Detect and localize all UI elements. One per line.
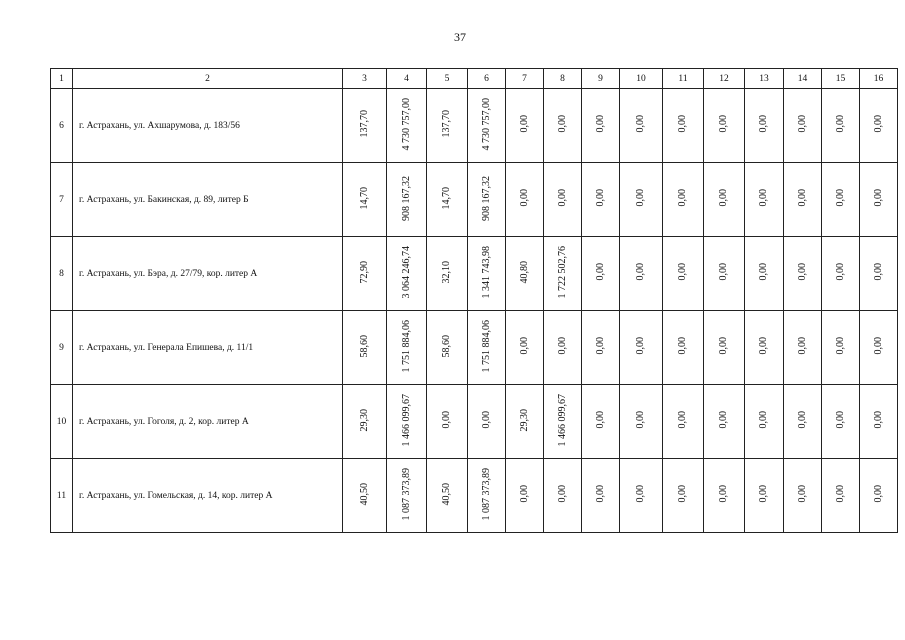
value-cell [343,163,387,237]
value-text: 4 730 757,00 [400,97,412,151]
value-text: 0,00 [718,337,729,355]
value-text: 14,70 [358,186,370,210]
value-text: 0,00 [796,189,808,207]
value-text: 0,00 [635,485,646,503]
value-text: 0,00 [872,263,884,281]
header-cell: 8 [544,69,582,89]
value-text: 0,00 [677,189,688,207]
value-cell [620,89,663,163]
value-text: 0,00 [872,115,884,133]
value-text: 908 167,32 [400,175,412,221]
value-cell [745,163,784,237]
value-text: 0,00 [635,263,646,281]
value-text: 0,00 [872,189,884,207]
value-cell [620,311,663,385]
value-text: 0,00 [677,263,688,281]
value-cell [468,311,506,385]
value-text: 1 341 743,98 [480,245,492,299]
value-text: 0,00 [718,411,729,429]
header-cell: 2 [73,69,343,89]
value-cell [468,89,506,163]
header-cell: 15 [822,69,860,89]
value-cell [860,237,898,311]
value-cell [663,459,704,533]
value-text: 40,80 [518,260,530,284]
value-text: 0,00 [758,337,769,355]
header-row [51,69,898,89]
value-text: 908 167,32 [480,175,492,221]
value-text: 0,00 [872,337,884,355]
header-cell: 13 [745,69,784,89]
value-text: 4 730 757,00 [480,97,492,151]
row-number: 8 [51,237,73,311]
value-cell [582,385,620,459]
value-cell [663,385,704,459]
value-text: 58,60 [358,334,370,358]
value-cell [860,459,898,533]
value-cell [387,385,427,459]
value-cell [784,385,822,459]
value-cell [704,163,745,237]
value-text: 1 751 884,06 [480,319,492,373]
row-number: 11 [51,459,73,533]
value-text: 0,00 [872,485,884,503]
value-cell [544,237,582,311]
value-cell [343,385,387,459]
value-text: 0,00 [796,263,808,281]
value-text: 72,90 [358,260,370,284]
value-text: 0,00 [518,337,530,355]
address-cell: г. Астрахань, ул. Генерала Епишева, д. 11/1 [73,311,343,385]
value-cell [745,385,784,459]
value-text: 1 087 373,89 [480,467,492,521]
value-text: 29,30 [518,408,530,432]
header-cell: 7 [506,69,544,89]
value-cell [663,237,704,311]
header-cell: 11 [663,69,704,89]
value-cell [427,163,468,237]
value-text: 0,00 [718,485,729,503]
header-cell: 1 [51,69,73,89]
value-cell [544,311,582,385]
value-cell [506,237,544,311]
value-text: 0,00 [677,411,688,429]
address-cell: г. Астрахань, ул. Гомельская, д. 14, кор. литер А [73,459,343,533]
value-text: 0,00 [758,263,769,281]
value-cell [506,163,544,237]
value-text: 0,00 [635,189,646,207]
table-row [51,89,898,163]
value-text: 0,00 [758,411,769,429]
value-cell [343,89,387,163]
value-text: 137,70 [358,110,370,138]
value-cell [468,237,506,311]
value-cell [745,237,784,311]
value-text: 0,00 [677,115,688,133]
property-table [50,68,898,533]
value-cell [860,385,898,459]
value-cell [506,89,544,163]
value-text: 0,00 [556,115,568,133]
value-text: 0,00 [594,189,606,207]
header-cell: 14 [784,69,822,89]
value-cell [860,89,898,163]
value-cell [784,89,822,163]
value-text: 0,00 [677,485,688,503]
table-row [51,163,898,237]
value-text: 0,00 [872,411,884,429]
value-cell [468,385,506,459]
value-cell [387,311,427,385]
address-cell: г. Астрахань, ул. Ахшарумова, д. 183/56 [73,89,343,163]
value-cell [822,459,860,533]
value-text: 0,00 [834,263,846,281]
value-text: 0,00 [518,115,530,133]
value-cell [468,163,506,237]
header-cell: 9 [582,69,620,89]
value-cell [784,237,822,311]
value-text: 0,00 [594,263,606,281]
value-cell [427,89,468,163]
value-cell [704,459,745,533]
value-text: 0,00 [594,337,606,355]
value-cell [822,237,860,311]
header-cell: 10 [620,69,663,89]
value-cell [506,459,544,533]
value-text: 29,30 [358,408,370,432]
value-text: 0,00 [796,115,808,133]
value-cell [704,89,745,163]
header-cell: 4 [387,69,427,89]
value-text: 0,00 [834,337,846,355]
value-cell [860,311,898,385]
address-cell: г. Астрахань, ул. Бэра, д. 27/79, кор. литер А [73,237,343,311]
header-cell: 3 [343,69,387,89]
value-text: 1 466 099,67 [556,393,568,447]
value-cell [582,311,620,385]
value-text: 0,00 [635,337,646,355]
value-text: 40,50 [441,482,452,506]
page-number: 37 [454,30,466,44]
value-text: 58,60 [441,334,452,358]
value-text: 0,00 [635,411,646,429]
value-text: 0,00 [718,115,729,133]
value-cell [784,163,822,237]
value-text: 0,00 [441,411,452,429]
value-text: 0,00 [480,411,492,429]
row-number: 6 [51,89,73,163]
header-cell: 12 [704,69,745,89]
value-cell [544,89,582,163]
value-cell [544,163,582,237]
table-row [51,385,898,459]
value-text: 0,00 [594,115,606,133]
value-text: 0,00 [718,263,729,281]
value-text: 0,00 [518,189,530,207]
value-cell [860,163,898,237]
address-cell: г. Астрахань, ул. Гоголя, д. 2, кор. литер А [73,385,343,459]
value-cell [582,237,620,311]
value-cell [663,89,704,163]
value-cell [620,237,663,311]
value-cell [343,237,387,311]
value-text: 0,00 [758,115,769,133]
value-text: 0,00 [758,189,769,207]
value-cell [620,163,663,237]
value-cell [745,311,784,385]
value-text: 0,00 [635,115,646,133]
row-number: 7 [51,163,73,237]
value-text: 0,00 [834,411,846,429]
value-text: 0,00 [834,189,846,207]
value-cell [663,163,704,237]
table-row [51,311,898,385]
value-text: 1 722 502,76 [556,245,568,299]
value-cell [427,459,468,533]
table-row [51,459,898,533]
value-text: 1 751 884,06 [400,319,412,373]
value-text: 137,70 [441,110,452,138]
value-text: 0,00 [796,485,808,503]
value-cell [582,459,620,533]
value-text: 32,10 [441,260,452,284]
header-cell: 16 [860,69,898,89]
value-text: 0,00 [796,337,808,355]
value-cell [387,163,427,237]
value-cell [822,163,860,237]
value-text: 1 466 099,67 [400,393,412,447]
value-cell [745,459,784,533]
value-cell [387,459,427,533]
value-cell [663,311,704,385]
value-text: 0,00 [594,485,606,503]
value-text: 0,00 [556,337,568,355]
value-cell [822,385,860,459]
value-cell [822,89,860,163]
value-text: 0,00 [834,485,846,503]
value-cell [544,459,582,533]
value-text: 0,00 [718,189,729,207]
row-number: 9 [51,311,73,385]
value-text: 14,70 [441,186,452,210]
value-cell [387,237,427,311]
value-text: 40,50 [358,482,370,506]
value-text: 0,00 [677,337,688,355]
value-text: 0,00 [556,189,568,207]
value-cell [427,385,468,459]
value-cell [544,385,582,459]
value-cell [343,311,387,385]
value-text: 0,00 [594,411,606,429]
value-text: 0,00 [834,115,846,133]
value-text: 0,00 [518,485,530,503]
value-cell [506,385,544,459]
value-cell [427,311,468,385]
header-cell: 6 [468,69,506,89]
value-cell [343,459,387,533]
header-cell: 5 [427,69,468,89]
value-cell [704,237,745,311]
row-number: 10 [51,385,73,459]
value-text: 0,00 [758,485,769,503]
value-cell [704,311,745,385]
value-cell [620,459,663,533]
table-row [51,237,898,311]
address-cell: г. Астрахань, ул. Бакинская, д. 89, литер Б [73,163,343,237]
value-text: 0,00 [796,411,808,429]
value-text: 0,00 [556,485,568,503]
value-text: 3 064 246,74 [400,245,412,299]
value-cell [784,459,822,533]
value-cell [784,311,822,385]
value-cell [822,311,860,385]
value-cell [582,89,620,163]
value-cell [582,163,620,237]
value-cell [620,385,663,459]
value-cell [427,237,468,311]
value-cell [704,385,745,459]
value-cell [387,89,427,163]
value-cell [506,311,544,385]
value-cell [745,89,784,163]
value-text: 1 087 373,89 [400,467,412,521]
value-cell [468,459,506,533]
